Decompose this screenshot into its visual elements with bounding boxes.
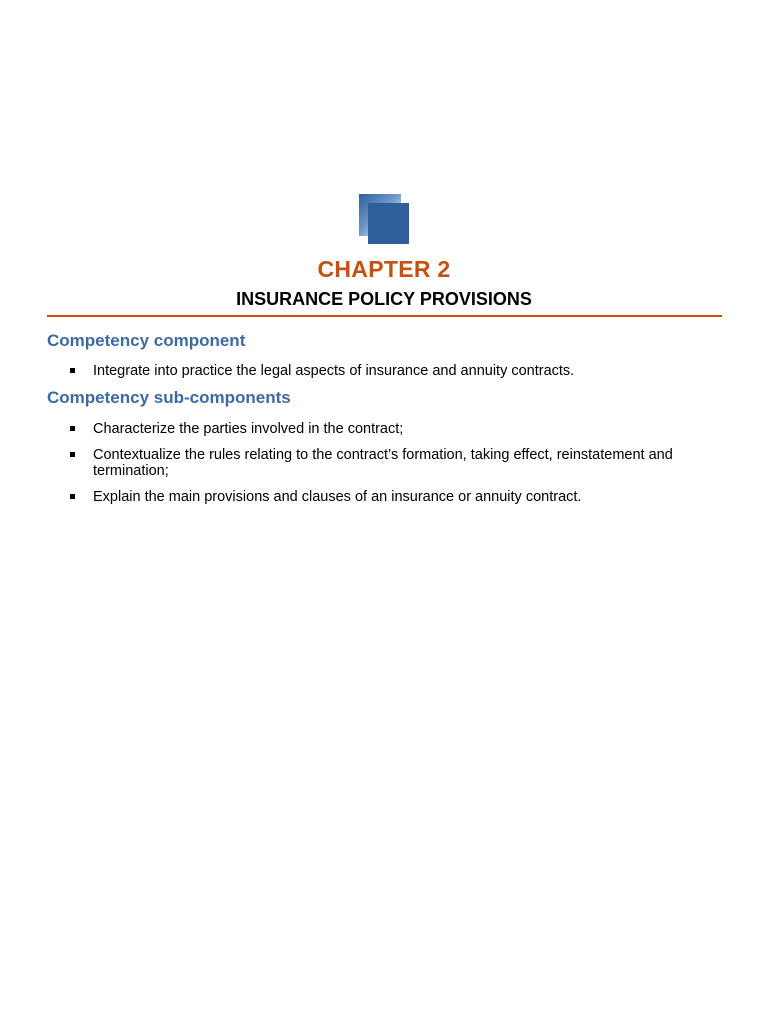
competency-sub-components-section [47, 388, 722, 515]
list-item [47, 363, 722, 379]
competency-sub-components-list [47, 421, 722, 505]
competency-component-section [47, 331, 722, 379]
competency-component-heading: Competency component [47, 331, 246, 350]
chapter-subtitle: INSURANCE POLICY PROVISIONS [236, 289, 532, 309]
chapter-title: CHAPTER 2 [317, 256, 451, 282]
list-item [47, 489, 722, 505]
list-item-text: Integrate into practice the legal aspects of insurance and annuity contracts. [93, 363, 575, 379]
list-item-text: Contextualize the rules relating to the contract’s formation, taking effect, reinstatement and termination; [93, 447, 673, 479]
bullet-square-icon [70, 368, 75, 373]
logo-front-square [368, 203, 409, 244]
list-item [47, 447, 722, 479]
competency-sub-components-heading: Competency sub-components [47, 388, 291, 407]
bullet-square-icon [70, 494, 75, 499]
title-divider [47, 315, 722, 317]
bullet-square-icon [70, 426, 75, 431]
list-item-text: Characterize the parties involved in the contract; [93, 421, 404, 437]
bullet-square-icon [70, 452, 75, 457]
list-item [47, 421, 722, 437]
chapter-logo-icon [359, 194, 409, 244]
competency-component-list [47, 363, 722, 379]
list-item-text: Explain the main provisions and clauses of an insurance or annuity contract. [93, 489, 582, 505]
